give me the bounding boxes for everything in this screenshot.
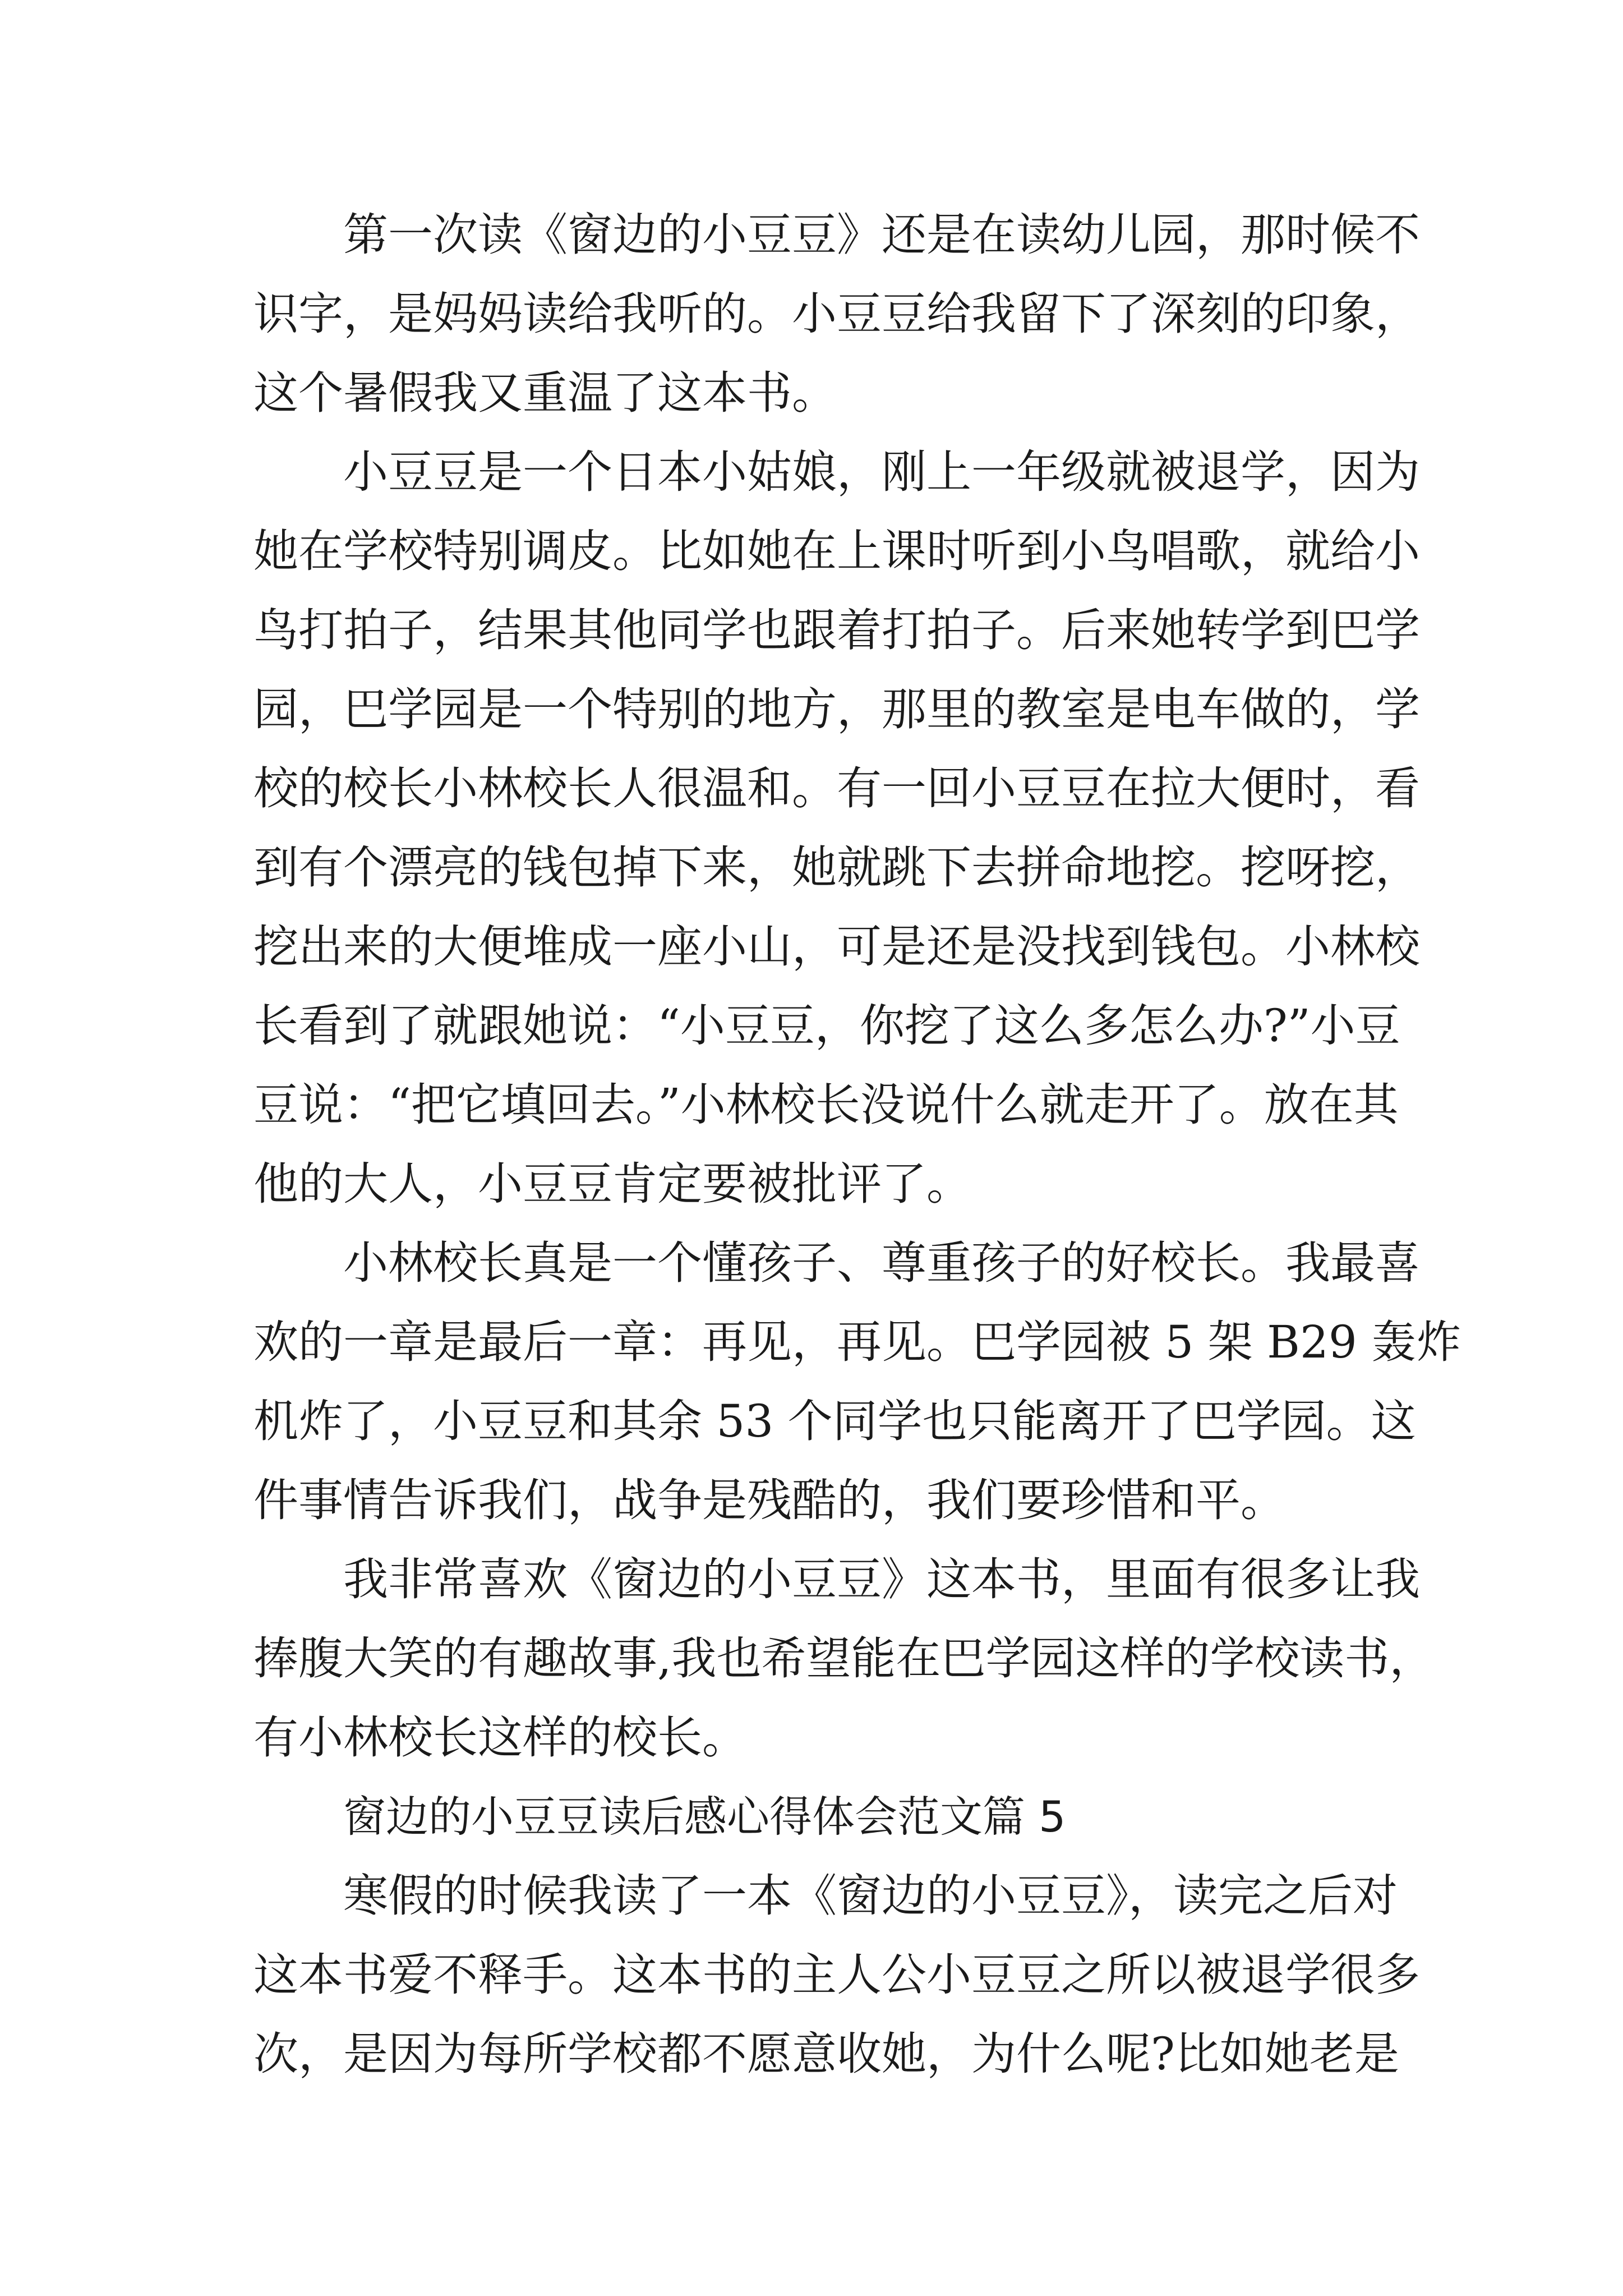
text-line: 小豆豆是一个日本小姑娘，刚上一年级就被退学，因为 [343, 446, 1420, 498]
text-line: 欢的一章是最后一章：再见，再见。巴学园被 5 架 B29 轰炸 [253, 1316, 1461, 1368]
text-line: 识字，是妈妈读给我听的。小豆豆给我留下了深刻的印象， [253, 288, 1420, 340]
text-line: 机炸了，小豆豆和其余 53 个同学也只能离开了巴学园。这 [253, 1395, 1416, 1447]
text-line: 她在学校特别调皮。比如她在上课时听到小鸟唱歌，就给小 [253, 525, 1420, 577]
text-line: 有小林校长这样的校长。 [253, 1711, 747, 1764]
paragraph [253, 1223, 1461, 1540]
text-line: 这个暑假我又重温了这本书。 [253, 367, 837, 419]
text-line: 小林校长真是一个懂孩子、尊重孩子的好校长。我最喜 [343, 1237, 1420, 1289]
text-line: 捧腹大笑的有趣故事,我也希望能在巴学园这样的学校读书， [253, 1632, 1435, 1685]
text-line: 这本书爱不释手。这本书的主人公小豆豆之所以被退学很多 [253, 1949, 1420, 2001]
text-line: 次，是因为每所学校都不愿意收她，为什么呢?比如她老是 [253, 2028, 1399, 2080]
paragraph [253, 432, 1420, 1223]
document-body [253, 195, 1461, 2093]
paragraph [253, 1540, 1435, 1777]
text-line: 长看到了就跟她说：“小豆豆，你挖了这么多怎么办?”小豆 [253, 1000, 1400, 1052]
text-line: 豆说：“把它填回去。”小林校长没说什么就走开了。放在其 [253, 1079, 1399, 1131]
text-line: 园，巴学园是一个特别的地方，那里的教室是电车做的，学 [253, 683, 1420, 735]
text-line: 第一次读《窗边的小豆豆》还是在读幼儿园，那时候不 [343, 209, 1420, 261]
text-line: 我非常喜欢《窗边的小豆豆》这本书，里面有很多让我 [343, 1553, 1420, 1605]
paragraph [253, 195, 1420, 432]
paragraph [253, 1856, 1420, 2093]
text-line: 寒假的时候我读了一本《窗边的小豆豆》，读完之后对 [343, 1870, 1398, 1922]
text-line: 他的大人，小豆豆肯定要被批评了。 [253, 1158, 971, 1210]
text-line: 件事情告诉我们，战争是残酷的，我们要珍惜和平。 [253, 1474, 1285, 1526]
section-heading: 窗边的小豆豆读后感心得体会范文篇 5 [343, 1792, 1066, 1842]
text-line: 鸟打拍子，结果其他同学也跟着打拍子。后来她转学到巴学 [253, 604, 1420, 656]
text-line: 到有个漂亮的钱包掉下来，她就跳下去拼命地挖。挖呀挖， [253, 841, 1420, 894]
text-line: 校的校长小林校长人很温和。有一回小豆豆在拉大便时，看 [253, 762, 1420, 815]
text-line: 挖出来的大便堆成一座小山，可是还是没找到钱包。小林校 [253, 921, 1420, 973]
